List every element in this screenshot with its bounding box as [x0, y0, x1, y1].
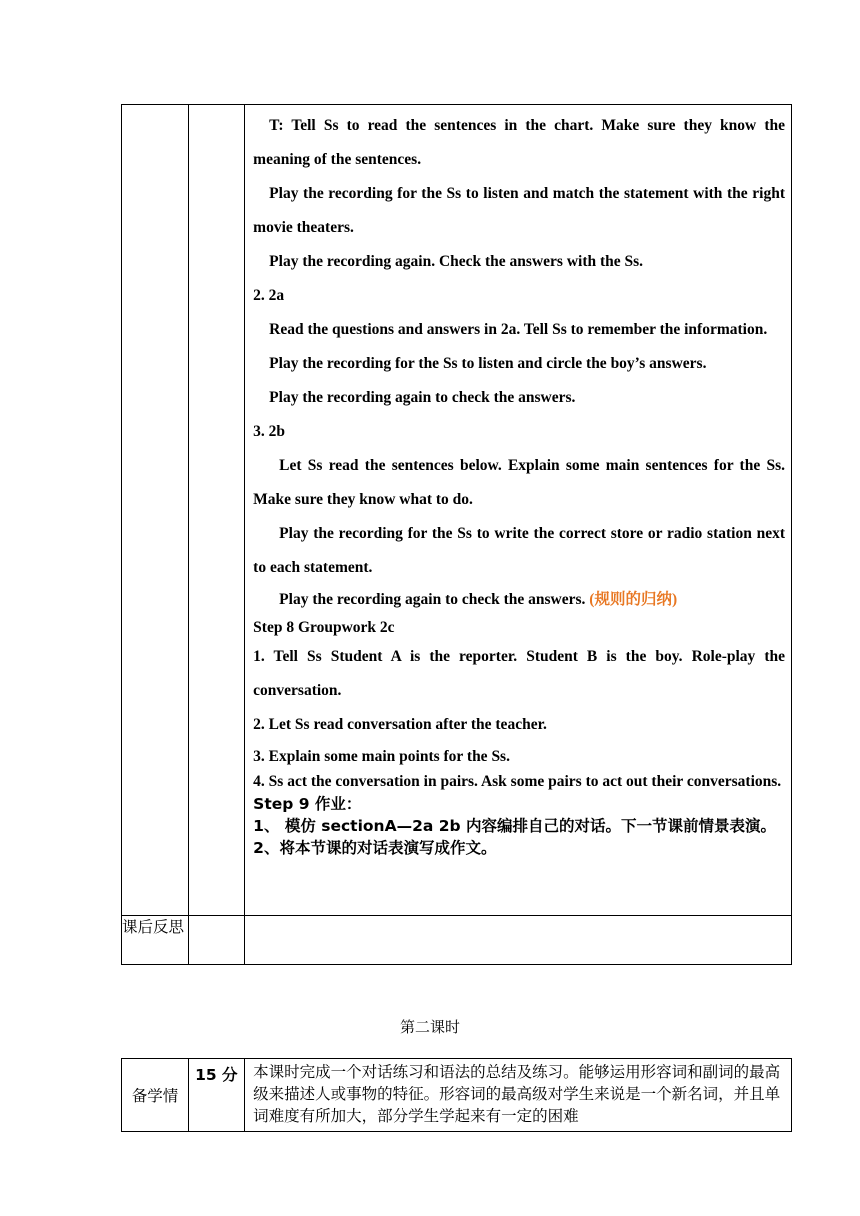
- procedure-paragraph: Play the recording for the Ss to write the correct store or radio station next to each statement.: [253, 525, 785, 576]
- reflection-label: 课后反思: [122, 916, 189, 965]
- step8-item: 4. Ss act the conversation in pairs. Ask some pairs to act out their conversations.: [253, 773, 782, 790]
- procedure-content: [245, 105, 791, 859]
- step8-item: 1. Tell Ss Student A is the reporter. Student B is the boy. Role-play the conversation.: [253, 648, 785, 699]
- step9-heading: [253, 793, 785, 815]
- procedure-row: [122, 105, 792, 916]
- procedure-paragraph: Play the recording for the Ss to listen and circle the boy’s answers.: [269, 355, 707, 372]
- homework-list: [253, 815, 785, 859]
- rule-summary-note: (规则的归纳): [589, 591, 678, 608]
- reflection-time-cell: [189, 916, 245, 965]
- procedure-paragraph: Play the recording again to check the answers.: [269, 389, 576, 406]
- procedure-paragraph: Play the recording for the Ss to listen and match the statement with the right movie theaters.: [253, 185, 785, 236]
- procedure-cell: [245, 105, 792, 916]
- step8-item: 3. Explain some main points for the Ss.: [253, 748, 510, 765]
- procedure-paragraph: 3. 2b: [253, 423, 286, 440]
- learner-analysis-row: [122, 1059, 792, 1132]
- row-label-cell: [122, 105, 189, 916]
- lesson-title: 第二课时: [399, 1018, 460, 1036]
- step8-item: 2. Let Ss read conversation after the teacher.: [253, 716, 547, 733]
- procedure-paragraph: Let Ss read the sentences below. Explain some main sentences for the Ss. Make sure they know what to do.: [253, 457, 785, 508]
- procedure-paragraph: Play the recording again. Check the answers with the Ss.: [269, 253, 644, 270]
- procedure-paragraph: T: Tell Ss to read the sentences in the chart. Make sure they know the meaning of the sentences.: [253, 117, 785, 168]
- step8-list: [253, 640, 785, 793]
- step8-heading: Step 8 Groupwork 2c: [253, 619, 395, 636]
- homework-item: 1、 模仿 sectionA—2a 2b 内容编排自己的对话。下一节课前情景表演。: [253, 817, 776, 835]
- homework-item: 2、将本节课的对话表演写成作文。: [253, 839, 497, 857]
- reflection-content-cell: [245, 916, 792, 965]
- learner-analysis-label: 备学情: [122, 1059, 189, 1132]
- step9-heading-text: Step 9 作业：: [253, 795, 362, 813]
- procedure-paragraph: 2. 2a: [253, 287, 285, 304]
- learner-analysis-text: 本课时完成一个对话练习和语法的总结及练习。能够运用形容词和副词的最高级来描述人或事物的特征。形容词的最高级对学生来说是一个新名词，并且单词难度有所加大，部分学生学起来有一定的困难: [245, 1059, 792, 1132]
- lesson-plan-table: [121, 104, 792, 965]
- reflection-row: [122, 916, 792, 965]
- playback-line: [253, 585, 785, 615]
- procedure-paragraph: Read the questions and answers in 2a. Tell Ss to remember the information.: [269, 321, 768, 338]
- time-cell: [189, 105, 245, 916]
- time-allocation: 15 分: [189, 1059, 245, 1132]
- procedure-paragraphs: [253, 109, 785, 585]
- learner-analysis-table: [121, 1058, 792, 1132]
- playback-text: Play the recording again to check the answers.: [279, 591, 586, 608]
